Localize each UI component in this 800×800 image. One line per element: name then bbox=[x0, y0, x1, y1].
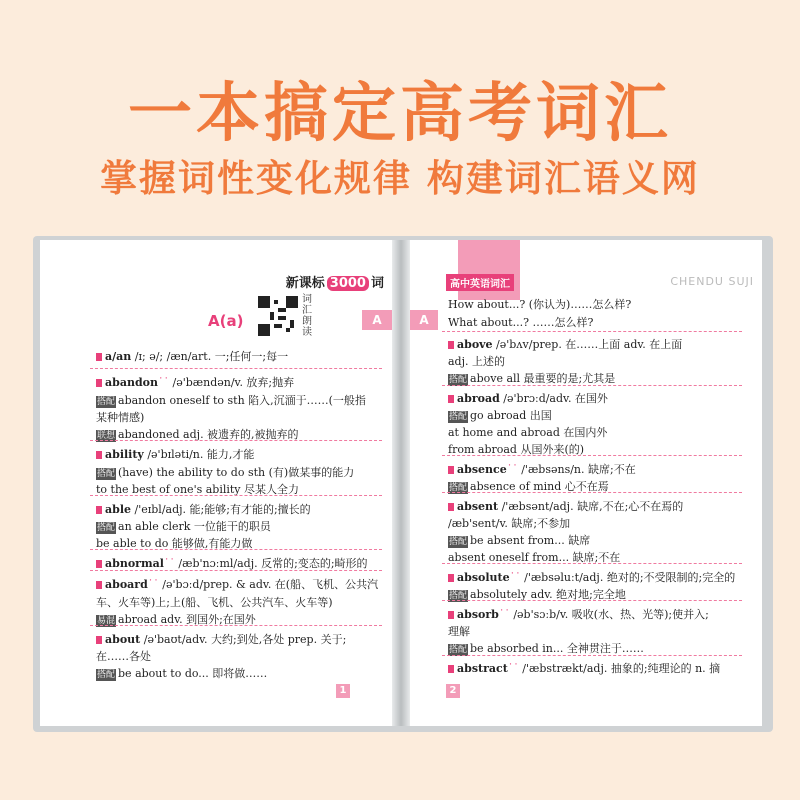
entry-marker-icon bbox=[96, 506, 102, 514]
entry-separator bbox=[442, 331, 742, 332]
entry-marker-icon bbox=[448, 466, 454, 474]
entry-text: be able to do 能够做,有能力做 bbox=[96, 537, 253, 550]
entry-note-line bbox=[96, 518, 271, 534]
letter-title: A(a) bbox=[208, 312, 244, 330]
entry-text: from abroad 从国外来(的) bbox=[448, 443, 585, 456]
entry-marker-icon bbox=[448, 341, 454, 349]
qr-caption bbox=[302, 294, 314, 338]
note-tag: 搭配 bbox=[449, 537, 468, 547]
entry-text-line bbox=[448, 515, 570, 531]
entry-text: /ə'baʊt/adv. 大约;到处,各处 prep. 关于; bbox=[143, 633, 347, 646]
entry-marker-icon bbox=[96, 353, 102, 361]
entry-note-line bbox=[448, 370, 615, 386]
entry-text-line bbox=[448, 296, 631, 312]
entry-text-line bbox=[96, 648, 151, 664]
entry-separator bbox=[90, 368, 382, 369]
entry-marker-icon bbox=[96, 560, 102, 568]
header-suffix: 词 bbox=[370, 276, 384, 291]
entry-text: /ɪ; ə/; /æn/art. 一;任何一;每一 bbox=[134, 350, 289, 363]
entry-text: /'æbsənt/adj. 缺席,不在;心不在焉的 bbox=[501, 500, 684, 513]
qr-caption-char: 读 bbox=[302, 327, 312, 338]
entry-separator bbox=[442, 563, 742, 564]
entry-note-line bbox=[96, 392, 366, 408]
frequency-mark: ˙˙ bbox=[498, 608, 510, 621]
entry-text: /'æbsəns/n. 缺席;不在 bbox=[521, 463, 636, 476]
right-page bbox=[410, 240, 762, 726]
frequency-mark: ˙˙ bbox=[147, 578, 159, 591]
note-tag: 搭配 bbox=[449, 375, 468, 385]
note-tag: 易混 bbox=[97, 616, 116, 626]
entry-separator bbox=[442, 600, 742, 601]
entry-headword-line bbox=[448, 336, 682, 352]
qr-code-icon bbox=[258, 296, 298, 336]
qr-caption-char: 词 bbox=[302, 294, 312, 305]
entry-text: 在……各处 bbox=[96, 650, 151, 663]
entry-separator bbox=[90, 440, 382, 441]
entry-text: abroad adv. 到国外;在国外 bbox=[118, 613, 256, 626]
entry-headword-line bbox=[448, 461, 636, 477]
page-number: 2 bbox=[446, 684, 460, 698]
entry-headword-line bbox=[96, 446, 254, 462]
entry-headword-line bbox=[96, 501, 311, 517]
entry-text: /əb'sɔːb/v. 吸收(水、热、光等);使并入; bbox=[513, 608, 709, 621]
headword: abstract bbox=[457, 662, 508, 675]
entry-separator bbox=[442, 655, 742, 656]
entry-text: to the best of one's ability 尽某人全力 bbox=[96, 483, 300, 496]
note-tag: 搭配 bbox=[97, 670, 116, 680]
note-tag: 搭配 bbox=[449, 591, 468, 601]
page-header-side: CHENDU SUJI bbox=[670, 275, 754, 288]
entry-headword-line bbox=[96, 374, 294, 390]
headword: absent bbox=[457, 500, 499, 513]
entry-text: absolutely adv. 绝对地;完全地 bbox=[470, 588, 626, 601]
entry-note-line bbox=[448, 640, 644, 656]
entry-text: adj. 上述的 bbox=[448, 355, 506, 368]
note-tag: 搭配 bbox=[97, 469, 116, 479]
entry-headword-line bbox=[96, 348, 288, 364]
page-number: 1 bbox=[336, 684, 350, 698]
headline: 一本搞定高考词汇 bbox=[128, 77, 672, 151]
entry-text: be about to do... 即将做…… bbox=[118, 667, 268, 680]
entry-headword-line bbox=[448, 660, 720, 676]
entry-marker-icon bbox=[448, 665, 454, 673]
entry-text: 某种情感) bbox=[96, 411, 145, 424]
entry-text: 车、火车等)上;上(船、飞机、公共汽车、火车等) bbox=[96, 596, 333, 609]
entry-text: be absorbed in... 全神贯注于…… bbox=[470, 642, 644, 655]
page-header-tag: 高中英语词汇 bbox=[446, 274, 514, 291]
frequency-mark: ˙˙ bbox=[509, 571, 521, 584]
note-tag: 搭配 bbox=[449, 412, 468, 422]
entry-marker-icon bbox=[96, 581, 102, 589]
headword: aboard bbox=[105, 578, 148, 591]
entry-note-line bbox=[448, 532, 590, 548]
frequency-mark: ˙˙ bbox=[163, 557, 175, 570]
note-tag: 联想 bbox=[97, 431, 116, 441]
headword: about bbox=[105, 633, 141, 646]
entry-marker-icon bbox=[448, 611, 454, 619]
ribbon bbox=[458, 240, 520, 300]
entry-text: abandoned adj. 被遗弃的,被抛弃的 bbox=[118, 428, 299, 441]
headword: able bbox=[105, 503, 131, 516]
entry-marker-icon bbox=[96, 379, 102, 387]
entry-text: 理解 bbox=[448, 625, 470, 638]
note-tag: 搭配 bbox=[449, 483, 468, 493]
headword: above bbox=[457, 338, 493, 351]
entry-note-line bbox=[448, 407, 552, 423]
frequency-mark: ˙˙ bbox=[507, 662, 519, 675]
entry-separator bbox=[90, 570, 382, 571]
headword: absolute bbox=[457, 571, 510, 584]
entry-text: /'æbstrækt/adj. 抽象的;纯理论的 n. 摘 bbox=[522, 662, 721, 675]
headword: ability bbox=[105, 448, 144, 461]
entry-headword-line bbox=[96, 555, 368, 571]
entry-text: at home and abroad 在国内外 bbox=[448, 426, 608, 439]
entry-text: How about...? (你认为)……怎么样? bbox=[448, 298, 632, 311]
entry-text: What about...? ……怎么样? bbox=[448, 316, 594, 329]
headword: absorb bbox=[457, 608, 499, 621]
entry-headword-line bbox=[448, 606, 709, 622]
entry-note-line bbox=[96, 665, 267, 681]
entry-separator bbox=[442, 455, 742, 456]
entry-text: above all 最重要的是;尤其是 bbox=[470, 372, 616, 385]
frequency-mark: ˙˙ bbox=[506, 463, 518, 476]
entry-headword-line bbox=[96, 631, 346, 647]
entry-text: /æb'nɔːml/adj. 反常的;变态的;畸形的 bbox=[178, 557, 368, 570]
entry-separator bbox=[90, 549, 382, 550]
header-badge: 3000 bbox=[327, 276, 369, 291]
entry-headword-line bbox=[448, 569, 735, 585]
left-page bbox=[40, 240, 392, 726]
spine bbox=[392, 240, 410, 726]
entry-text: /'æbsəluːt/adj. 绝对的;不受限制的;完全的 bbox=[524, 571, 736, 584]
entry-headword-line bbox=[96, 576, 378, 592]
entry-separator bbox=[442, 492, 742, 493]
entry-separator bbox=[442, 385, 742, 386]
entry-text: absence of mind 心不在焉 bbox=[470, 480, 609, 493]
headword: absence bbox=[457, 463, 507, 476]
entry-text: an able clerk 一位能干的职员 bbox=[118, 520, 271, 533]
entry-text-line bbox=[96, 409, 144, 425]
entry-separator bbox=[90, 495, 382, 496]
qr-caption-char: 汇 bbox=[302, 305, 312, 316]
page-header bbox=[286, 272, 384, 291]
entry-text: /æb'sent/v. 缺席;不参加 bbox=[448, 517, 571, 530]
entry-marker-icon bbox=[96, 636, 102, 644]
section-tab: A bbox=[410, 310, 438, 330]
qr-caption-char: 朗 bbox=[302, 316, 312, 327]
entry-text: be absent from... 缺席 bbox=[470, 534, 591, 547]
entry-text: (have) the ability to do sth (有)做某事的能力 bbox=[118, 466, 355, 479]
entry-marker-icon bbox=[448, 574, 454, 582]
header-prefix: 新课标 bbox=[285, 276, 325, 291]
entry-text-line bbox=[448, 314, 593, 330]
entry-text: /ə'bɔːd/prep. & adv. 在(船、飞机、公共汽 bbox=[162, 578, 379, 591]
entry-text: /ə'bɪləti/n. 能力,才能 bbox=[147, 448, 255, 461]
subline: 掌握词性变化规律 构建词汇语义网 bbox=[100, 157, 700, 200]
entry-text: abandon oneself to sth 陷入,沉湎于……(一般指 bbox=[118, 394, 366, 407]
headword: abroad bbox=[457, 392, 500, 405]
entry-marker-icon bbox=[448, 503, 454, 511]
note-tag: 搭配 bbox=[449, 645, 468, 655]
entry-text: /ə'bændən/v. 放弃;抛弃 bbox=[172, 376, 295, 389]
entry-text-line bbox=[448, 623, 470, 639]
entry-headword-line bbox=[448, 390, 608, 406]
entry-separator bbox=[90, 625, 382, 626]
entry-text-line bbox=[448, 353, 505, 369]
entry-marker-icon bbox=[448, 395, 454, 403]
entry-marker-icon bbox=[96, 451, 102, 459]
entry-text: /ə'bʌv/prep. 在……上面 adv. 在上面 bbox=[496, 338, 683, 351]
note-tag: 搭配 bbox=[97, 397, 116, 407]
section-tab: A bbox=[362, 310, 392, 330]
frequency-mark: ˙˙ bbox=[157, 376, 169, 389]
entry-note-line bbox=[96, 464, 354, 480]
entry-text-line bbox=[448, 424, 607, 440]
entry-text: /'eɪbl/adj. 能;能够;有才能的;擅长的 bbox=[134, 503, 311, 516]
entry-headword-line bbox=[448, 498, 683, 514]
entry-text-line bbox=[96, 594, 333, 610]
entry-text: absent oneself from... 缺席;不在 bbox=[448, 551, 621, 564]
headword: abnormal bbox=[105, 557, 164, 570]
headword: a/an bbox=[105, 350, 132, 363]
entry-text: /ə'brɔːd/adv. 在国外 bbox=[503, 392, 608, 405]
headword: abandon bbox=[105, 376, 158, 389]
entry-text: go abroad 出国 bbox=[470, 409, 552, 422]
note-tag: 搭配 bbox=[97, 523, 116, 533]
